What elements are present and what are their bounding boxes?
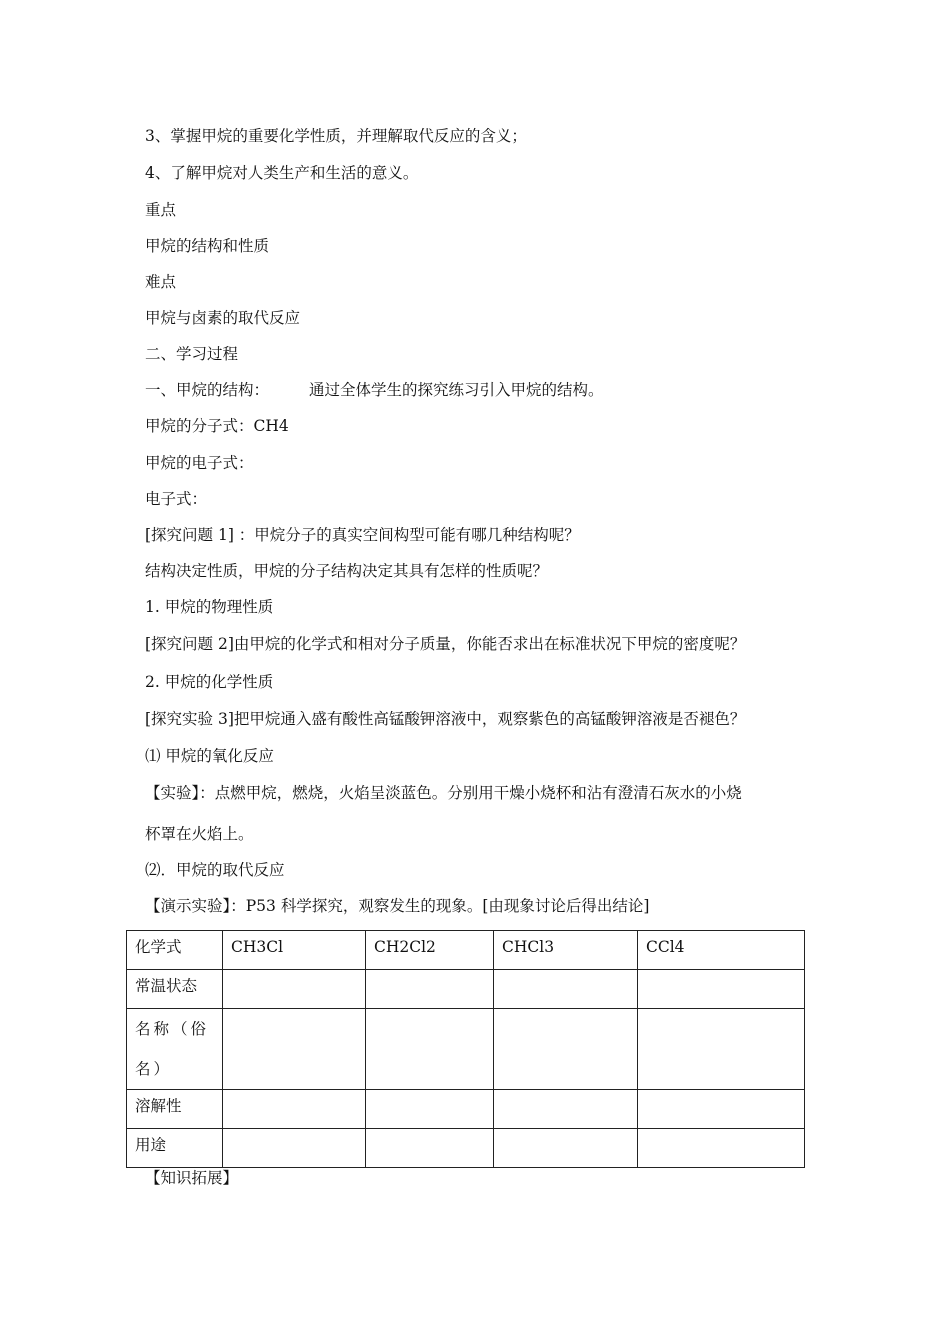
oxidation-heading: ⑴ 甲烷的氧化反应 (145, 747, 274, 765)
row-label: 溶解性 (127, 1090, 223, 1129)
experiment-text-b: 杯罩在火焰上。 (145, 825, 254, 843)
key-point-text: 甲烷的结构和性质 (145, 237, 270, 255)
key-point-heading: 重点 (145, 201, 177, 219)
table-cell (223, 970, 366, 1009)
table-cell (638, 970, 805, 1009)
table-row (127, 1129, 805, 1168)
table-cell (638, 1009, 805, 1090)
table-cell (366, 970, 494, 1009)
physical-property-heading: 1. 甲烷的物理性质 (145, 598, 274, 616)
table-header-cell: CH3Cl (223, 931, 366, 970)
table-cell (223, 1129, 366, 1168)
objective-4: 4、了解甲烷对人类生产和生活的意义。 (145, 164, 419, 182)
table-cell (494, 1090, 638, 1129)
table-cell (366, 1090, 494, 1129)
table-header-cell: CHCl3 (494, 931, 638, 970)
structure-property: 结构决定性质，甲烷的分子结构决定其具有怎样的性质呢？ (145, 562, 549, 580)
structure-heading-line (145, 380, 604, 400)
table-header-cell: CH2Cl2 (366, 931, 494, 970)
electron-formula: 甲烷的电子式： (145, 454, 254, 472)
row-label: 名称（俗名） (127, 1009, 223, 1090)
substitution-heading: ⑵．甲烷的取代反应 (145, 861, 285, 879)
electron-formula-short: 电子式： (145, 490, 208, 508)
question-1: [探究问题 1] ：甲烷分子的真实空间构型可能有哪几种结构呢？ (145, 526, 580, 544)
experiment-text-a: 【实验】：点燃甲烷，燃烧，火焰呈淡蓝色。分别用干燥小烧杯和沾有澄清石灰水的小烧 (145, 784, 742, 802)
experiment-3: [探究实验 3]把甲烷通入盛有酸性高锰酸钾溶液中，观察紫色的高锰酸钾溶液是否褪色？ (145, 710, 746, 728)
knowledge-expansion: 【知识拓展】 (145, 1169, 239, 1187)
table-cell (638, 1090, 805, 1129)
structure-heading: 一、甲烷的结构： (145, 381, 270, 399)
table-header-cell: CCl4 (638, 931, 805, 970)
row-label: 常温状态 (127, 970, 223, 1009)
table-cell (366, 1009, 494, 1090)
table-row (127, 1009, 805, 1090)
table-cell (638, 1129, 805, 1168)
question-2: [探究问题 2]由甲烷的化学式和相对分子质量，你能否求出在标准状况下甲烷的密度呢？ (145, 635, 746, 653)
table-cell (494, 1009, 638, 1090)
table-row (127, 1090, 805, 1129)
molecular-formula: 甲烷的分子式：CH4 (145, 417, 289, 435)
process-heading: 二、学习过程 (145, 345, 239, 363)
difficulty-text: 甲烷与卤素的取代反应 (145, 309, 301, 327)
table-header-cell: 化学式 (127, 931, 223, 970)
structure-note: 通过全体学生的探究练习引入甲烷的结构。 (309, 381, 604, 399)
objective-3: 3、掌握甲烷的重要化学性质，并理解取代反应的含义； (145, 127, 527, 145)
difficulty-heading: 难点 (145, 273, 177, 291)
table-row (127, 970, 805, 1009)
table-cell (223, 1090, 366, 1129)
table-cell (366, 1129, 494, 1168)
table-cell (494, 1129, 638, 1168)
table-cell (494, 970, 638, 1009)
row-label: 用途 (127, 1129, 223, 1168)
demo-experiment: 【演示实验】：P53 科学探究，观察发生的现象。[由现象讨论后得出结论] (145, 897, 650, 915)
properties-table (126, 930, 805, 1168)
table-header-row (127, 931, 805, 970)
table-cell (223, 1009, 366, 1090)
chemical-property-heading: 2. 甲烷的化学性质 (145, 673, 274, 691)
